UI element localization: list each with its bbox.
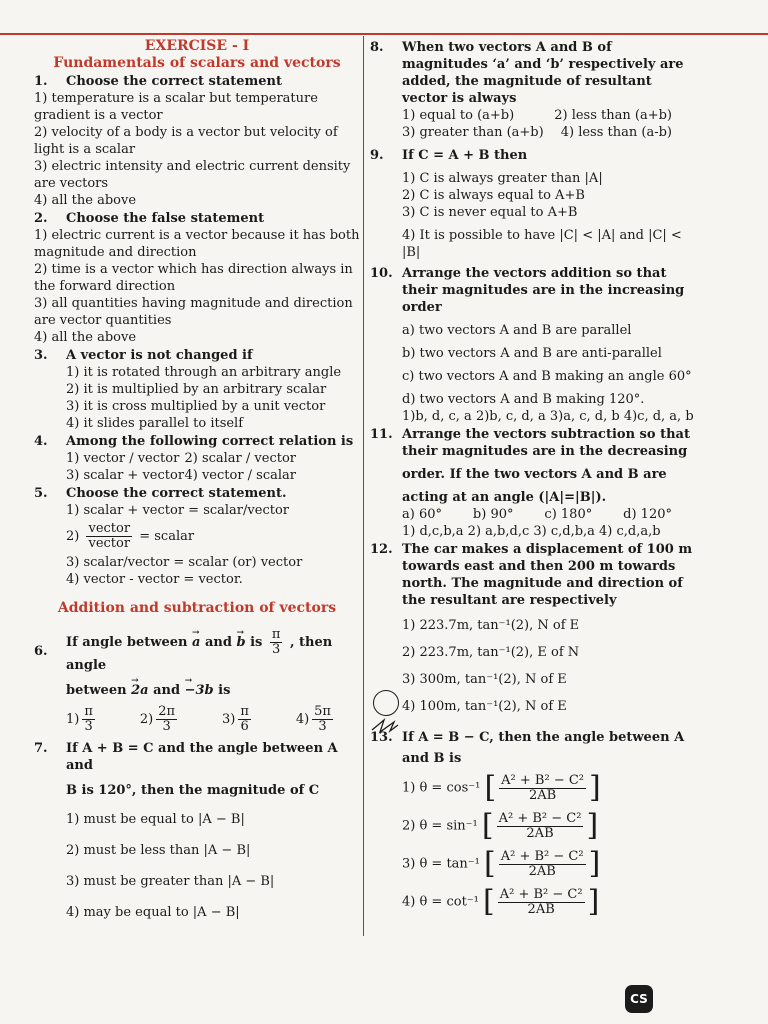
question-2 [34, 210, 360, 227]
option-row [34, 705, 336, 734]
question-6: 6. If angle between → a and → b is $\frac{\pi}{3}$ , then angle [34, 628, 360, 674]
handwritten-circle-mark [373, 690, 399, 716]
option: 1) it is rotated through an arbitrary angle [66, 365, 342, 380]
question-number: 10. [370, 266, 393, 281]
camscanner-logo-icon: CS [625, 985, 653, 1013]
right-column [370, 38, 700, 917]
question-stem: The car makes a displacement of 100 m towards east and then 200 m towards north. The magnitude and direction of the resultant are respectively [402, 542, 693, 608]
option: 2) scalar / vector [184, 451, 296, 466]
column-divider [363, 36, 364, 936]
option: 1) electric current is a vector because it has both magnitude and direction [34, 228, 360, 260]
question-stem: Among the following correct relation is [66, 434, 354, 449]
option: 3) C is never equal to A+B [402, 205, 578, 220]
section-title-fundamentals: Fundamentals of scalars and vectors [53, 55, 341, 71]
option: 4) $\frac{5\pi}{3}$ [295, 704, 331, 734]
option: c) 180° [544, 507, 593, 522]
question-number: 6. [34, 643, 48, 659]
question-stem: If A = B − C, then the angle between A [402, 730, 685, 745]
option: 3) 300m, tan⁻¹(2), N of E [402, 672, 567, 687]
option: 1) C is always greater than |A| [402, 171, 603, 186]
question-number: 3. [34, 348, 48, 363]
option: c) two vectors A and B making an angle 60° [402, 369, 692, 384]
question-stem: Choose the correct statement. [66, 486, 287, 501]
question-5 [34, 485, 360, 502]
option: 1) must be equal to |A − B| [66, 812, 245, 827]
option: 4) It is possible to have |C| < |A| and |C| < |B| [402, 228, 682, 260]
option: 3) must be greater than |A − B| [66, 874, 275, 889]
question-stem: acting at an angle (|A|=|B|). [402, 490, 607, 505]
question-stem: Choose the false statement [66, 211, 265, 226]
question-9 [370, 147, 700, 261]
question-stem: When two vectors A and B of magnitudes ‘a’ and ‘b’ respectively are added, the magnitude of resultant vector is always [402, 40, 684, 106]
option: 3) θ = tan⁻¹ [ $\frac{\text{A² + B² − C²}}{2AB}$ ] [402, 846, 601, 881]
option-row [34, 467, 296, 484]
option: 2) 223.7m, tan⁻¹(2), E of N [402, 645, 580, 660]
option: 1) vector / vector [66, 451, 180, 466]
question-8 [370, 39, 700, 141]
answer-choices: 1)b, d, c, a 2)b, c, d, a 3)a, c, d, b 4)c, d, a, b [402, 409, 694, 424]
section-title-addition: Addition and subtraction of vectors [57, 600, 337, 616]
handwritten-scribble-icon [370, 716, 400, 734]
option: 1) temperature is a scalar but temperature gradient is a vector [34, 91, 318, 123]
question-stem: Arrange the vectors addition so that their magnitudes are in the increasing order [402, 266, 685, 315]
question-number: 12. [370, 542, 393, 557]
option: 4) vector / scalar [184, 468, 296, 483]
option-row [402, 107, 672, 124]
question-number: 7. [34, 741, 48, 756]
option: 4) θ = cot⁻¹ [ $\frac{\text{A² + B² − C²}}{2AB}$ ] [402, 884, 600, 919]
question-11 [370, 426, 700, 540]
option: 3) scalar + vector [66, 468, 185, 483]
option: 2) velocity of a body is a vector but velocity of light is a scalar [34, 125, 338, 157]
question-6-cont: between → 2a and → −3b is [34, 682, 360, 699]
option-row [402, 506, 672, 523]
question-number: 11. [370, 427, 393, 442]
question-number: 2. [34, 211, 48, 226]
option: 4) less than (a-b) [560, 125, 672, 140]
question-1 [34, 73, 360, 90]
option: 4) vector - vector = vector. [66, 572, 243, 587]
question-stem: If C = A + B then [402, 148, 528, 163]
question-number: 9. [370, 148, 384, 163]
option-fraction: 2) $\frac{\text{vector}}{\text{vector}}$ = scalar [66, 521, 195, 551]
option: 4) it slides parallel to itself [66, 416, 244, 431]
option: 2) less than (a+b) [554, 108, 672, 123]
option: 1) θ = cos⁻¹ [ $\frac{\text{A² + B² − C²}}{2AB}$ ] [402, 770, 601, 805]
question-7 [34, 740, 360, 774]
question-number: 13. [370, 730, 393, 745]
option: 4) 100m, tan⁻¹(2), N of E [402, 699, 567, 714]
option: a) 60° [402, 507, 442, 522]
question-number: 4. [34, 434, 48, 449]
question-stem: If A + B = C and the angle between A and [66, 741, 338, 773]
option: b) two vectors A and B are anti-parallel [402, 346, 662, 361]
option: 2) must be less than |A − B| [66, 843, 251, 858]
question-stem: order. If the two vectors A and B are [402, 467, 667, 482]
question-stem: Arrange the vectors subtraction so that their magnitudes are in the decreasing [402, 427, 690, 459]
question-number: 5. [34, 486, 48, 501]
option-row [34, 450, 296, 467]
option: 2) θ = sin⁻¹ [ $\frac{\text{A² + B² − C²}}{2AB}$ ] [402, 808, 599, 843]
option: 1) scalar + vector = scalar/vector [66, 503, 289, 518]
option: 3) all quantities having magnitude and direction are vector quantities [34, 296, 353, 328]
question-4 [34, 433, 360, 450]
top-rule [0, 33, 768, 35]
option: 2) time is a vector which has direction always in the forward direction [34, 262, 353, 294]
question-10 [370, 265, 700, 425]
option: a) two vectors A and B are parallel [402, 323, 632, 338]
option: 2) $\frac{2\pi}{3}$ [139, 704, 176, 734]
option: b) 90° [472, 507, 514, 522]
question-stem: B is 120°, then the magnitude of C [66, 783, 320, 798]
option: 3) scalar/vector = scalar (or) vector [66, 555, 303, 570]
option: 2) C is always equal to A+B [402, 188, 585, 203]
question-number: 1. [34, 74, 48, 89]
option: 4) all the above [34, 330, 137, 345]
question-number: 8. [370, 40, 384, 55]
option: d) two vectors A and B making 120°. [402, 392, 645, 407]
option: 2) it is multiplied by an arbitrary scalar [66, 382, 327, 397]
option: 1) equal to (a+b) [402, 108, 515, 123]
answer-choices: 1) d,c,b,a 2) a,b,d,c 3) c,d,b,a 4) c,d,a,b [402, 524, 661, 539]
option: 4) may be equal to |A − B| [66, 905, 240, 920]
question-12 [370, 541, 700, 715]
left-column [34, 38, 360, 921]
exercise-title: EXERCISE - I [144, 38, 250, 54]
option: 3) $\frac{\pi}{6}$ [221, 704, 249, 734]
question-stem: Choose the correct statement [66, 74, 283, 89]
option: 4) all the above [34, 193, 137, 208]
option: 3) electric intensity and electric current density are vectors [34, 159, 351, 191]
question-13 [370, 729, 700, 917]
option: 3) it is cross multiplied by a unit vector [66, 399, 326, 414]
option-row [402, 124, 672, 141]
question-stem: A vector is not changed if [66, 348, 253, 363]
option: 1) $\frac{\pi}{3}$ [66, 704, 93, 734]
option: d) 120° [623, 507, 672, 522]
question-3 [34, 347, 360, 364]
option: 1) 223.7m, tan⁻¹(2), N of E [402, 618, 580, 633]
option: 3) greater than (a+b) [402, 125, 544, 140]
question-stem: and B is [402, 751, 462, 766]
